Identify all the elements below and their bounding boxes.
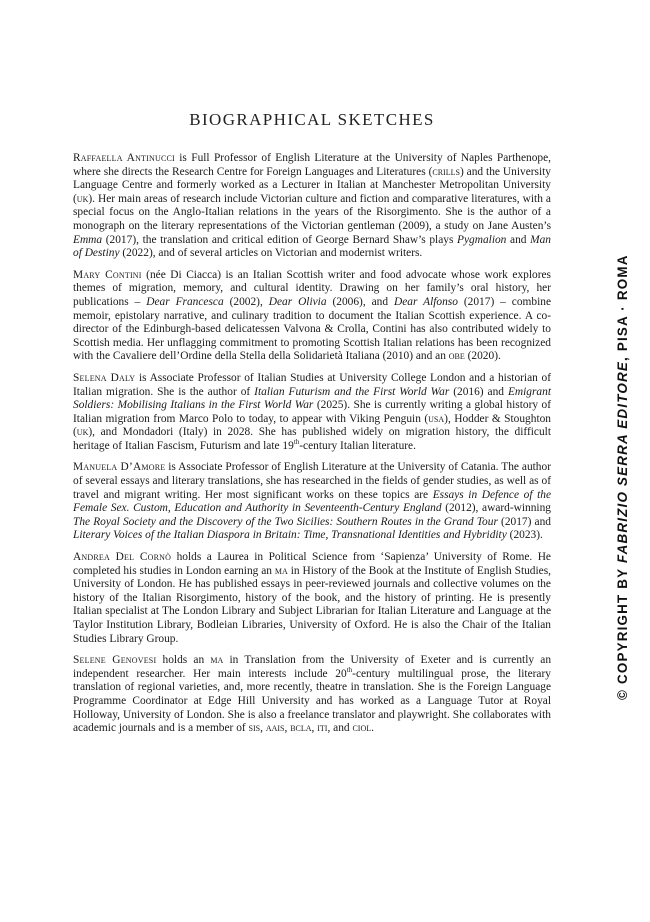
bio-text: and — [506, 233, 531, 246]
italic-title: Dear Alfonso — [394, 295, 458, 308]
bio-text: . — [371, 722, 374, 735]
bio-text: , — [260, 722, 266, 735]
bio-text: (2023). — [506, 529, 543, 542]
acronym: aais — [265, 722, 285, 735]
bio-text: (2017) and — [497, 515, 551, 528]
bio-paragraph — [73, 654, 551, 736]
bio-text: , and — [327, 722, 353, 735]
bio-text: (2022), and of several articles on Victorian and modernist writers. — [119, 247, 423, 260]
bio-paragraph — [73, 152, 551, 261]
acronym: ma — [274, 564, 288, 577]
bio-text: (2017), the translation and critical edition of George Bernard Shaw’s plays — [102, 233, 458, 246]
bio-text: ), Hodder & Stoughton ( — [73, 412, 551, 439]
bio-text: (2020). — [464, 350, 501, 363]
bio-text: -century Italian literature. — [299, 439, 416, 452]
bio-text: is Full Professor of English Literature at the University of Naples Parthenope, where she directs the Research Centre for Foreign Languages and Literatures ( — [73, 152, 551, 178]
bio-text: (2012), award-winning — [441, 502, 551, 515]
italic-title: Dear Olivia — [268, 295, 327, 308]
italic-title: Emma — [73, 233, 103, 246]
bio-text: ), and Mondadori (Italy) in 2028. She has published widely on migration history, the difficult heritage of Italian Fascism, Futurism and late 19 — [73, 426, 551, 452]
bio-text: holds an — [156, 654, 211, 667]
italic-title: The Royal Society and the Discovery of the Two Sicilies: Southern Routes in the Grand Tour — [73, 515, 498, 528]
bio-paragraph — [73, 372, 551, 454]
bio-text: (2002), — [223, 295, 269, 308]
acronym: ciol — [352, 722, 372, 735]
biographies-body — [73, 152, 551, 744]
bio-text: is Associate Professor of English Literature at the University of Catania. The author of several essays and literary translations, she has researched in the fields of gender studies, as well as of travel and migrant writing. Her most significant works on these topics are — [73, 461, 551, 501]
acronym: sis — [248, 722, 261, 735]
author-name: Selena Daly — [73, 371, 136, 384]
author-name: Manuela D’Amore — [73, 461, 166, 474]
acronym: ma — [210, 654, 224, 667]
bio-text: ) and the University Language Centre and formerly worked as a Lecturer in Italian at Manchester Metropolitan University ( — [73, 165, 552, 205]
bio-text: (2017) – combine memoir, epistolary narrative, and culinary tradition to document the Italian Scottish experience. A co-director of the Edinburgh-based delicatessen Valvona & Crolla, Contini has also contributed widely to Scottish media. Her unflagging commitment to promoting Scottish Italian relations has been recognized with the Cavaliere dell’Ordine della Stella della Solidarietà Italiana (2010) and an — [73, 295, 551, 363]
bio-text: in Translation from the University of Exeter and is currently an independent researcher. Her main interests include 20 — [73, 654, 552, 680]
author-name: Andrea Del Cornò — [73, 551, 172, 564]
italic-title: Dear Francesca — [146, 295, 224, 308]
bio-text: holds a Laurea in Political Science from ‘Sapienza’ University of Rome. He completed his studies in London earning an — [73, 551, 551, 577]
bio-text: (2006), and — [326, 295, 394, 308]
italic-title: Man of Destiny — [73, 233, 551, 260]
acronym: obe — [448, 350, 465, 363]
page-title: BIOGRAPHICAL SKETCHES — [189, 110, 435, 129]
ordinal-suffix: th — [346, 665, 353, 674]
publisher-name: FABRIZIO SERRA EDITORE — [615, 361, 630, 563]
bio-paragraph — [73, 551, 551, 646]
bio-text: , — [311, 722, 318, 735]
author-name: Mary Contini — [73, 268, 142, 281]
acronym: iti — [317, 722, 328, 735]
acronym: uk — [76, 192, 89, 205]
acronym: usa — [428, 412, 445, 425]
bio-text: (2025). She is currently writing a global history of Italian migration from Marco Polo to today, to appear with Viking Penguin ( — [73, 399, 551, 425]
bio-paragraph — [73, 461, 551, 543]
acronym: bcla — [290, 722, 312, 735]
copyright-sidebar — [615, 180, 633, 700]
bio-text: (née Di Ciacca) is an Italian Scottish writer and food advocate whose work explores themes of migration, memory, and cultural identity. Drawing on her family’s oral history, her publications – — [73, 268, 551, 308]
copyright-prefix: © COPYRIGHT BY — [615, 563, 630, 700]
author-name: Selene Genovesi — [73, 654, 157, 667]
italic-title: Essays in Defence of the Female Sex. Custom, Education and Authority in Seventeenth-Century England — [73, 488, 551, 515]
italic-title: Pygmalion — [457, 233, 507, 246]
bio-text: in History of the Book at the Institute of English Studies, University of London. He has published essays in peer-reviewed journals and collective volumes on the history of the Italian Risorgimento, history of the book, and the history of printing. He is presently Italian specialist at The London Library and Subject Librarian for Italian Literature and Language at the Taylor Institution Library, Bodleian Libraries, University of Oxford. He is also the Chair of the Italian Studies Library Group. — [73, 564, 551, 645]
acronym: crills — [432, 165, 460, 178]
acronym: uk — [76, 426, 89, 439]
ordinal-suffix: th — [293, 438, 300, 447]
italic-title: Literary Voices of the Italian Diaspora in Britain: Time, Transnational Identities and Hybridity — [73, 529, 507, 542]
italic-title: Italian Futurism and the First World War — [254, 385, 450, 398]
italic-title: Emigrant Soldiers: Mobilising Italians in the First World War — [73, 385, 551, 412]
bio-text: , — [284, 722, 291, 735]
bio-paragraph — [73, 269, 551, 364]
author-name: Raffaella Antinucci — [73, 152, 175, 164]
bio-text: (2016) and — [449, 385, 508, 398]
bio-text: -century multilingual prose, the literary translation of regional varieties, and, more recently, theatre in translation. She is the Foreign Language Programme Coordinator at Edge Hill University and has worked as a Language Tutor at Royal Holloway, University of London. She is also a freelance translator and playwright. She collaborates with academic journals and is a member of — [73, 667, 551, 735]
bio-text: ). Her main areas of research include Victorian culture and fiction and comparative literatures, with a special focus on the Anglo-Italian relations in the years of the Risorgimento. She is the author of a monograph on the literary representations of the Victorian gentleman (2009), a study on Jane Austen’s — [73, 192, 551, 232]
copyright-suffix: , PISA · ROMA — [615, 254, 630, 362]
bio-text: is Associate Professor of Italian Studies at University College London and a historian of Italian migration. She is the author of — [73, 371, 551, 398]
